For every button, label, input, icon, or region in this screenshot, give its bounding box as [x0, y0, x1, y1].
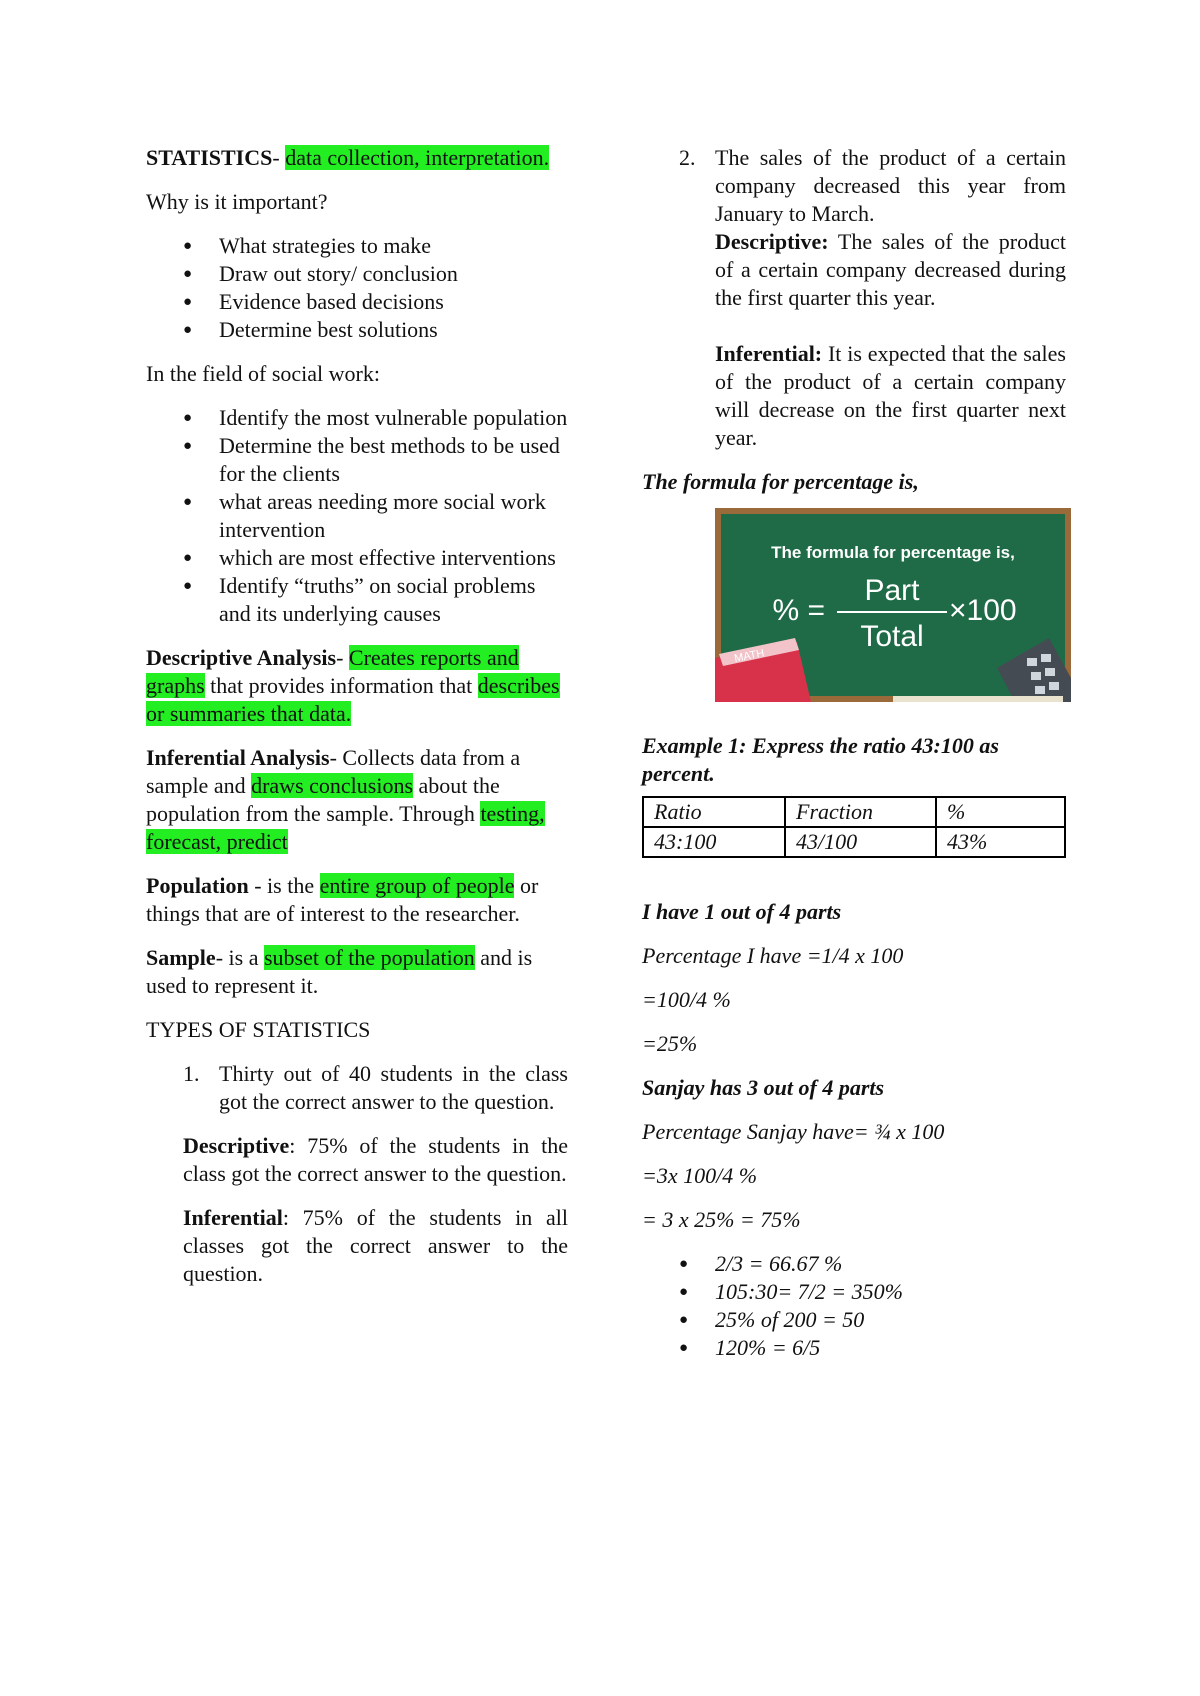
- field-heading: In the field of social work:: [146, 361, 380, 386]
- statistics-heading: STATISTICS: [146, 145, 273, 170]
- ratio-table: [642, 796, 1066, 858]
- list-item: ● Determine best solutions: [219, 316, 568, 344]
- chalkboard-illustration: [715, 508, 1071, 702]
- right-column: [642, 144, 1066, 1362]
- list-item: ● 25% of 200 = 50: [715, 1306, 1066, 1334]
- numbered-item-1: 1. Thirty out of 40 students in the class got the correct answer to the question.: [183, 1061, 568, 1114]
- population-definition: Population - is the entire group of people or things that are of interest to the researcher.: [146, 873, 539, 926]
- table-row: 43:100 43/100 43%: [643, 827, 1065, 857]
- descriptive-example-1: Descriptive: 75% of the students in the class got the correct answer to the question.: [183, 1133, 568, 1186]
- calc-line: = 3 x 25% = 75%: [642, 1207, 801, 1232]
- list-item: ● Draw out story/ conclusion: [219, 260, 568, 288]
- list-item: ● 105:30= 7/2 = 350%: [715, 1278, 1066, 1306]
- calc-line: Percentage I have =1/4 x 100: [642, 943, 904, 968]
- sample-definition: Sample- is a subset of the population and is used to represent it.: [146, 945, 533, 998]
- list-item: ● Evidence based decisions: [219, 288, 568, 316]
- list-item: ● 120% = 6/5: [715, 1334, 1066, 1362]
- table-header-row: Ratio Fraction %: [643, 797, 1065, 827]
- field-list: [146, 404, 568, 628]
- calc-line: =100/4 %: [642, 987, 731, 1012]
- inferential-example-2: Inferential: It is expected that the sales of the product of a certain company will decrease on the first quarter next year.: [715, 341, 1066, 450]
- list-item: ● which are most effective interventions: [219, 544, 568, 572]
- numbered-item-2: 2. The sales of the product of a certain company decreased this year from January to March.: [679, 145, 1066, 226]
- board-title: The formula for percentage is,: [771, 543, 1015, 562]
- board-numerator: Part: [864, 574, 920, 607]
- list-item: ● what areas needing more social work intervention: [219, 488, 568, 544]
- practice-list: [642, 1250, 1066, 1362]
- left-column: [146, 144, 568, 1304]
- calc-line: =3x 100/4 %: [642, 1163, 758, 1188]
- list-item: ● Identify the most vulnerable population: [219, 404, 568, 432]
- board-rhs: ×100: [949, 594, 1017, 627]
- highlight: data collection, interpretation.: [285, 145, 550, 170]
- statistics-definition: STATISTICS- data collection, interpretation.: [146, 145, 550, 170]
- list-item: ● Identify “truths” on social problems and its underlying causes: [219, 572, 568, 628]
- formula-caption: The formula for percentage is,: [642, 469, 919, 494]
- list-item: ● 2/3 = 66.67 %: [715, 1250, 1066, 1278]
- descriptive-example-2: Descriptive: The sales of the product of a certain company decreased during the first quarter this year.: [715, 229, 1066, 310]
- types-heading: TYPES OF STATISTICS: [146, 1017, 371, 1042]
- book-label: MATH: [733, 647, 766, 665]
- inferential-example-1: Inferential: 75% of the students in all classes got the correct answer to the question.: [183, 1205, 568, 1286]
- sanjay-heading: Sanjay has 3 out of 4 parts: [642, 1075, 885, 1100]
- example-title: Example 1: Express the ratio 43:100 as percent.: [642, 733, 999, 786]
- inferential-analysis: Inferential Analysis- Collects data from a sample and draws conclusions about the population from the sample. Through testing, forecast, predict: [146, 745, 545, 854]
- chalkboard-image: [715, 508, 1071, 702]
- descriptive-analysis: Descriptive Analysis- Creates reports and graphs that provides information that describes or summaries that data.: [146, 645, 560, 726]
- list-item: ● What strategies to make: [219, 232, 568, 260]
- list-item: ● Determine the best methods to be used for the clients: [219, 432, 568, 488]
- calc-line: =25%: [642, 1031, 698, 1056]
- why-list: [146, 232, 568, 344]
- i-have-heading: I have 1 out of 4 parts: [642, 899, 842, 924]
- calc-line: Percentage Sanjay have= ¾ x 100: [642, 1119, 945, 1144]
- board-denominator: Total: [860, 620, 924, 653]
- board-lhs: % =: [772, 594, 825, 627]
- why-heading: Why is it important?: [146, 189, 328, 214]
